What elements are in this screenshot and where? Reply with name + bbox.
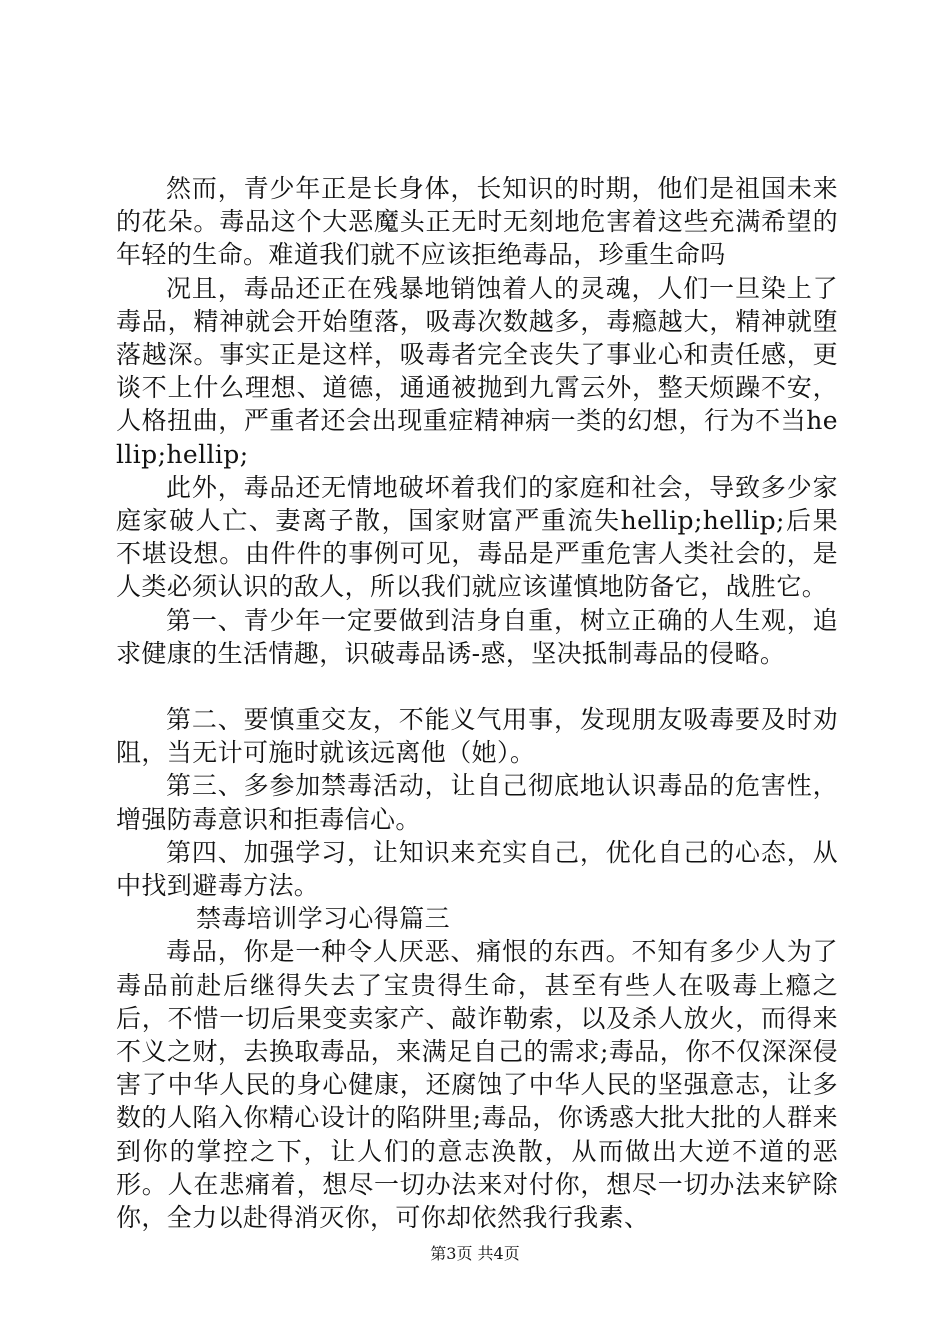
- paragraph-1: 然而，青少年正是长身体，长知识的时期，他们是祖国未来的花朵。毒品这个大恶魔头正无时无刻地危害着这些充满希望的年轻的生命。难道我们就不应该拒绝毒品，珍重生命吗: [116, 174, 838, 270]
- paragraph-6: 第三、多参加禁毒活动，让自己彻底地认识毒品的危害性，增强防毒意识和拒毒信心。: [116, 771, 838, 834]
- paragraph-5: 第二、要慎重交友，不能义气用事，发现朋友吸毒要及时劝阻，当无计可施时就该远离他（她）。: [116, 705, 838, 768]
- page-footer: 第3页 共4页: [430, 1244, 520, 1263]
- paragraph-8: 毒品，你是一种令人厌恶、痛恨的东西。不知有多少人为了毒品前赴后继得失去了宝贵得生命，甚至有些人在吸毒上瘾之后，不惜一切后果变卖家产、敲诈勒索，以及杀人放火，而得来不义之财，去换取毒品，来满足自己的需求;毒品，你不仅深深侵害了中华人民的身心健康，还腐蚀了中华人民的坚强意志，让多数的人陷入你精心设计的陷阱里;毒品，你诱惑大批大批的人群来到你的掌控之下，让人们的意志涣散，从而做出大逆不道的恶形。人在悲痛着，想尽一切办法来对付你，想尽一切办法来铲除你，全力以赴得消灭你，可你却依然我行我素、: [116, 937, 838, 1233]
- document-body: [116, 172, 838, 1234]
- paragraph-4: 第一、青少年一定要做到洁身自重，树立正确的人生观，追求健康的生活情趣，识破毒品诱-惑，坚决抵制毒品的侵略。: [116, 605, 838, 668]
- paragraph-7: 第四、加强学习，让知识来充实自己，优化自己的心态，从中找到避毒方法。: [116, 837, 838, 901]
- paragraph-2: 况且，毒品还正在残暴地销蚀着人的灵魂，人们一旦染上了毒品，精神就会开始堕落，吸毒次数越多，毒瘾越大，精神就堕落越深。事实正是这样，吸毒者完全丧失了事业心和责任感，更谈不上什么理想、道德，通通被抛到九霄云外，整天烦躁不安，人格扭曲，严重者还会出现重症精神病一类的幻想，行为不当hellip;hellip;: [116, 273, 838, 469]
- paragraph-3: 此外，毒品还无情地破坏着我们的家庭和社会，导致多少家庭家破人亡、妻离子散，国家财富严重流失hellip;hellip;后果不堪设想。由件件的事例可见，毒品是严重危害人类社会的，是人类必须认识的敌人，所以我们就应该谨慎地防备它，战胜它。: [116, 472, 838, 602]
- section-heading: 禁毒培训学习心得篇三: [196, 904, 451, 934]
- blank-line: [116, 670, 838, 703]
